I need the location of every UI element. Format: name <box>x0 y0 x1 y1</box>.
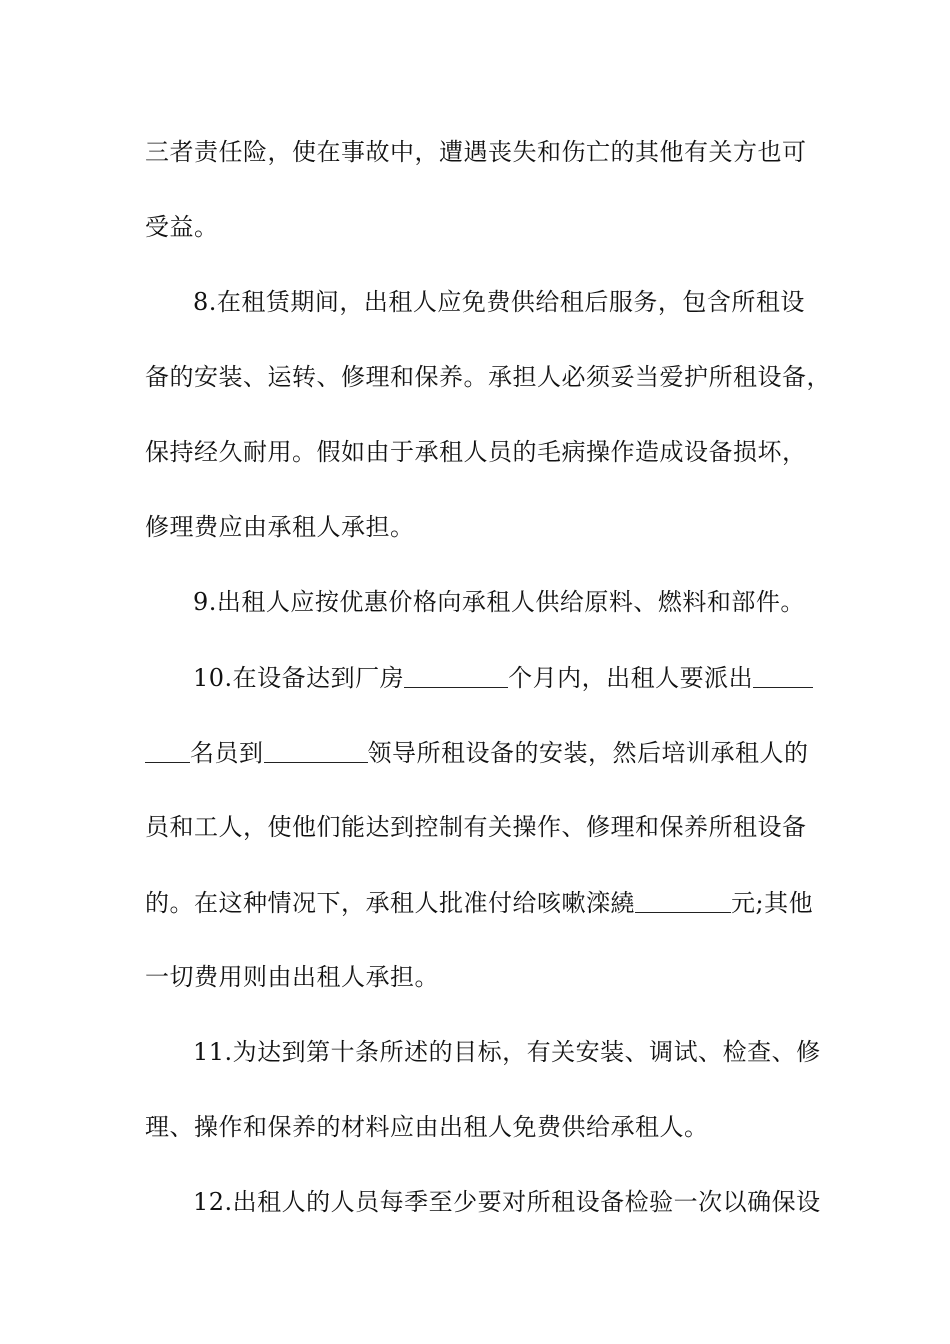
text-segment: 领导所租设备的安装，然后培训承租人的 <box>367 739 809 767</box>
paragraph-line: 备的安装、运转、修理和保养。承担人必须妥当爱护所租设备， <box>145 363 831 391</box>
paragraph-line: 受益。 <box>145 213 219 241</box>
paragraph-line: 三者责任险，使在事故中，遭遇丧失和伤亡的其他有关方也可 <box>145 138 807 166</box>
paragraph-line: 保持经久耐用。假如由于承租人员的毛病操作造成设备损坏， <box>145 438 807 466</box>
paragraph-line: 理、操作和保养的材料应由出租人免费供给承租人。 <box>145 1113 709 1141</box>
clause-10-line <box>193 657 825 697</box>
clause-11-line: 11.为达到第十条所述的目标，有关安装、调试、检查、修 <box>193 1038 821 1066</box>
fill-in-blank <box>635 884 731 913</box>
text-segment: 元;其他 <box>731 889 814 917</box>
paragraph-line <box>145 732 825 772</box>
fill-in-blank <box>264 734 368 763</box>
paragraph-line: 员和工人，使他们能达到控制有关操作、修理和保养所租设备 <box>145 813 807 841</box>
text-segment: 10.在设备达到厂房 <box>193 664 405 692</box>
text-segment: 个月内，出租人要派出 <box>508 664 754 692</box>
text-segment: 的。在这种情况下，承租人批准付给咳嗽滦繞 <box>145 889 635 917</box>
clause-8-line: 8.在租赁期间，出租人应免费供给租后服务，包含所租设 <box>193 288 805 316</box>
paragraph-line <box>145 882 825 922</box>
fill-in-blank <box>404 659 508 688</box>
clause-9-line: 9.出租人应按优惠价格向承租人供给原料、燃料和部件。 <box>193 588 805 616</box>
clause-12-line: 12.出租人的人员每季至少要对所租设备检验一次以确保设 <box>193 1188 821 1216</box>
text-segment: 名员到 <box>190 739 264 767</box>
fill-in-blank <box>145 734 190 763</box>
fill-in-blank <box>753 659 813 688</box>
paragraph-line: 一切费用则由出租人承担。 <box>145 963 439 991</box>
paragraph-line: 修理费应由承租人承担。 <box>145 513 415 541</box>
